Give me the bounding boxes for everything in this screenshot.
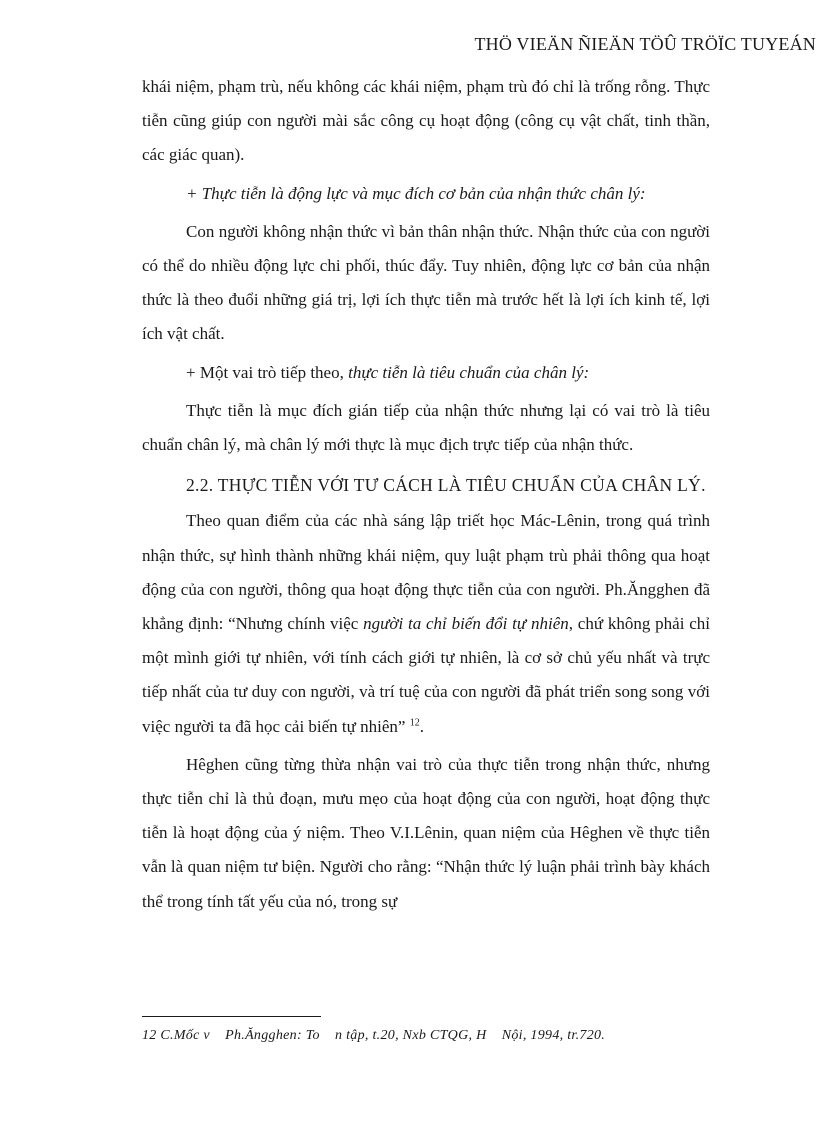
paragraph-6	[142, 504, 710, 743]
footnote: 12 C.Mốc v Ph.Ăngghen: To n tập, t.20, Nxb CTQG, H Nội, 1994, tr.720.	[142, 1028, 606, 1043]
paragraph-1: khái niệm, phạm trù, nếu không các khái niệm, phạm trù đó chỉ là trống rỗng. Thực tiễn cũng giúp con người mài sắc công cụ hoạt động (công cụ vật chất, tinh thần, các giác quan).	[142, 77, 710, 165]
paragraph-4-italic: thực tiễn là tiêu chuẩn của chân lý:	[348, 362, 590, 382]
paragraph-6-part-b: , chứ không phải chỉ một mình giới tự nhiên, với tính cách giới tự nhiên, là cơ sở chủ yếu nhất và trực tiếp nhất của tư duy con người, và trí tuệ của con người đã phát triển song song với việc người ta đã học cải biến tự nhiên”	[142, 614, 710, 736]
paragraph-4-plain: + Một vai trò tiếp theo,	[186, 362, 349, 382]
footnote-divider	[142, 1016, 321, 1017]
paragraph-3: Con người không nhận thức vì bản thân nhận thức. Nhận thức của con người có thể do nhiều động lực chi phối, thúc đẩy. Tuy nhiên, động lực cơ bản của nhận thức là theo đuổi những giá trị, lợi ích thực tiễn mà trước hết là lợi ích kinh tế, lợi ích vật chất.	[142, 221, 710, 344]
document-body	[142, 70, 710, 919]
page-header: THÖ VIEÄN ÑIEÄN TÖÛ TRÖÏC TUYEÁN	[474, 34, 816, 54]
paragraph-2	[142, 177, 710, 211]
paragraph-6-italic: người ta chỉ biến đổi tự nhiên	[363, 614, 569, 634]
paragraph-5: Thực tiễn là mục đích gián tiếp của nhận thức nhưng lại có vai trò là tiêu chuẩn chân lý, mà chân lý mới thực là mục địch trực tiếp của nhận thức.	[142, 400, 710, 455]
paragraph-6-end: .	[419, 716, 424, 736]
paragraph-4	[142, 356, 710, 390]
paragraph-7: Hêghen cũng từng thừa nhận vai trò của thực tiễn trong nhận thức, nhưng thực tiễn chỉ là thủ đoạn, mưu mẹo của hoạt động của con người, hoạt động thực tiễn là hoạt động của ý niệm. Theo V.I.Lênin, quan niệm của Hêghen về thực tiễn vẫn là quan niệm tư biện. Người cho rằng: “Nhận thức lý luận phải trình bày khách thể trong tính tất yếu của nó, trong sự	[142, 754, 710, 911]
section-heading: 2.2. THỰC TIỄN VỚI TƯ CÁCH LÀ TIÊU CHUẨN CỦA CHÂN LÝ.	[186, 475, 706, 496]
footnote-reference: 12	[409, 717, 420, 728]
italic-statement: + Thực tiễn là động lực và mục đích cơ bản của nhận thức chân lý:	[186, 183, 646, 203]
paragraph-6-part-a: Theo quan điểm của các nhà sáng lập triết học Mác-Lênin, trong quá trình nhận thức, sự hình thành những khái niệm, quy luật phạm trù phải thông qua hoạt động của con người, thông qua hoạt động thực tiễn của con người. Ph.Ăngghen đã khẳng định: “Nhưng chính việc	[142, 511, 710, 634]
